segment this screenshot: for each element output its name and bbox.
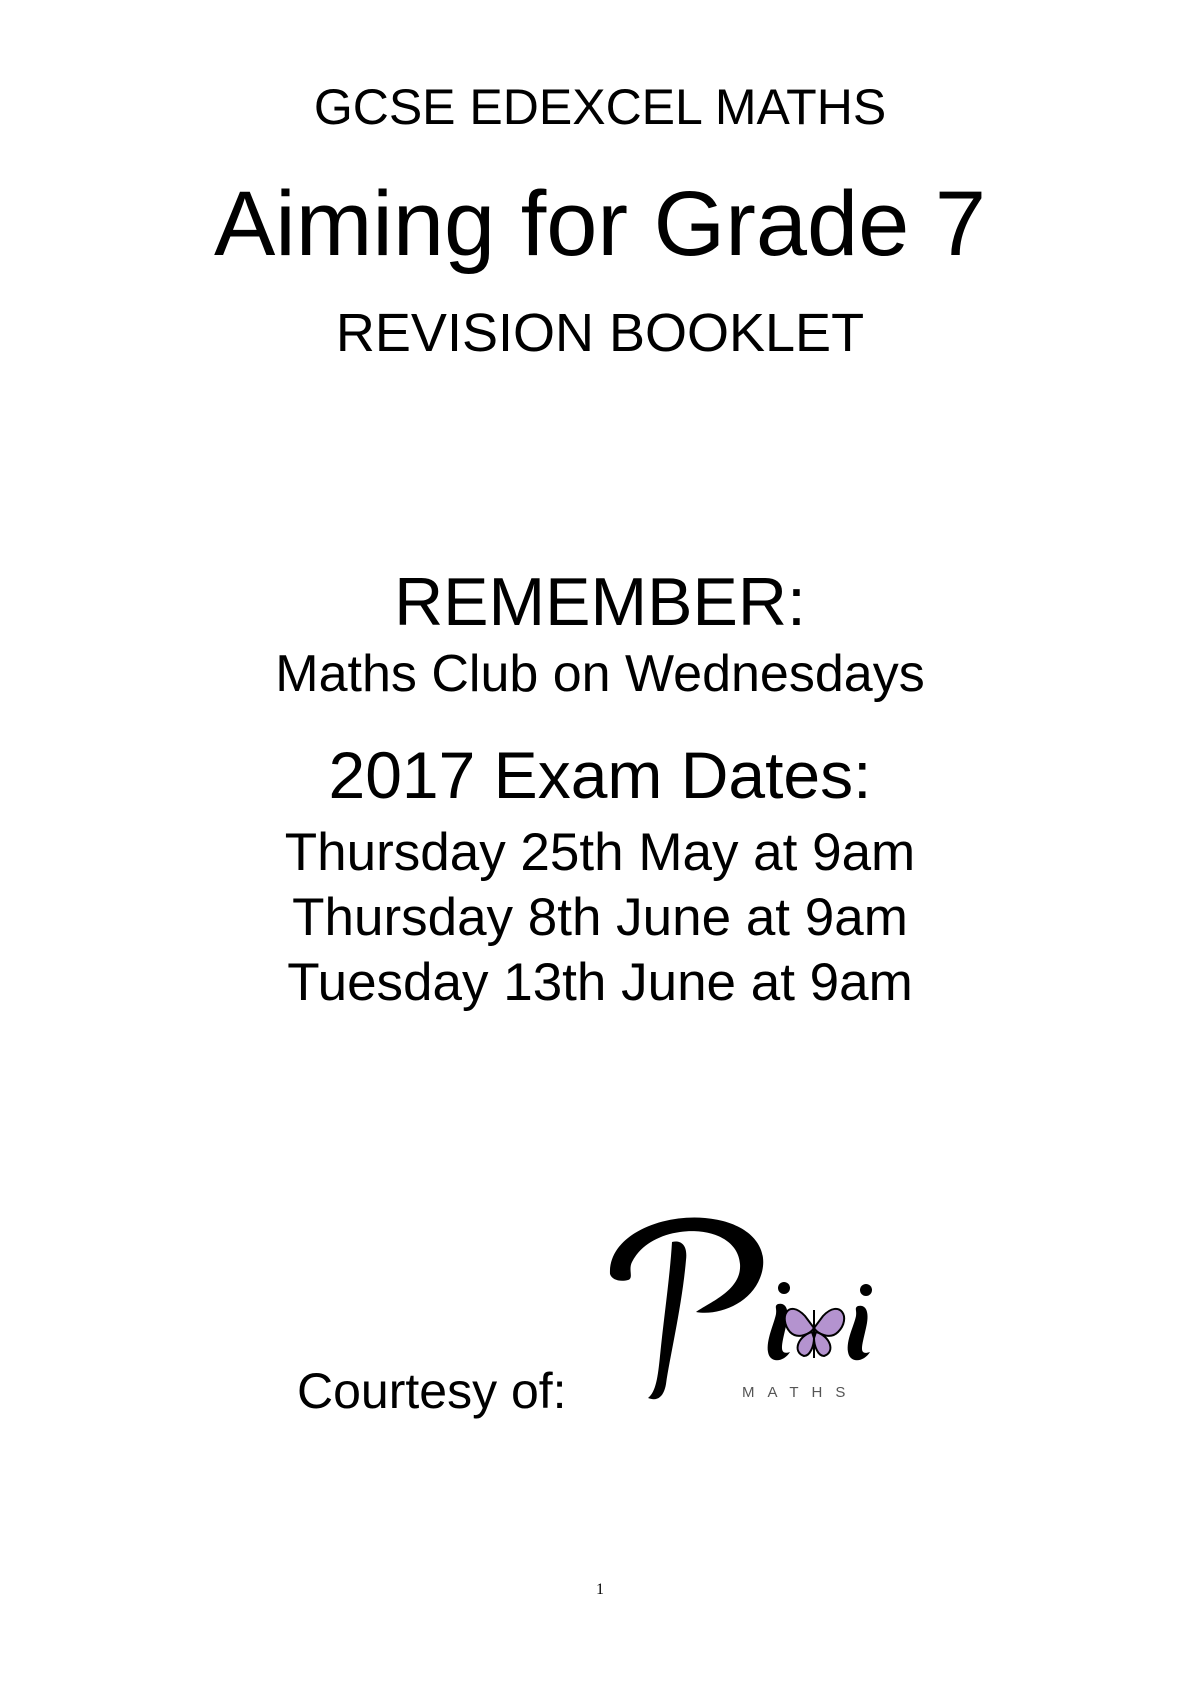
exam-date-item: Thursday 8th June at 9am <box>292 888 908 947</box>
logo-p-stem <box>648 1242 686 1400</box>
butterfly-icon <box>785 1309 844 1358</box>
courtesy-label: Courtesy of: <box>297 1363 567 1419</box>
logo-maths-label: MATHS <box>742 1384 859 1401</box>
logo-letter-i-2 <box>848 1306 870 1361</box>
booklet-subtitle: REVISION BOOKLET <box>335 303 865 363</box>
page-number: 1 <box>596 1581 604 1598</box>
logo-i-dot <box>778 1282 790 1294</box>
exam-date-item: Tuesday 13th June at 9am <box>287 953 913 1012</box>
pixi-maths-logo <box>600 1206 910 1406</box>
pixi-logo-graphic <box>600 1206 910 1406</box>
logo-letter-p <box>610 1218 763 1313</box>
page-title: Aiming for Grade 7 <box>213 173 987 275</box>
exam-date-item: Thursday 25th May at 9am <box>284 823 916 882</box>
exam-dates-heading: 2017 Exam Dates: <box>328 738 872 812</box>
subject-heading: GCSE EDEXCEL MATHS <box>313 79 887 135</box>
logo-i2-dot <box>860 1284 872 1296</box>
remember-heading: REMEMBER: <box>394 564 806 640</box>
maths-club-note: Maths Club on Wednesdays <box>275 645 925 703</box>
